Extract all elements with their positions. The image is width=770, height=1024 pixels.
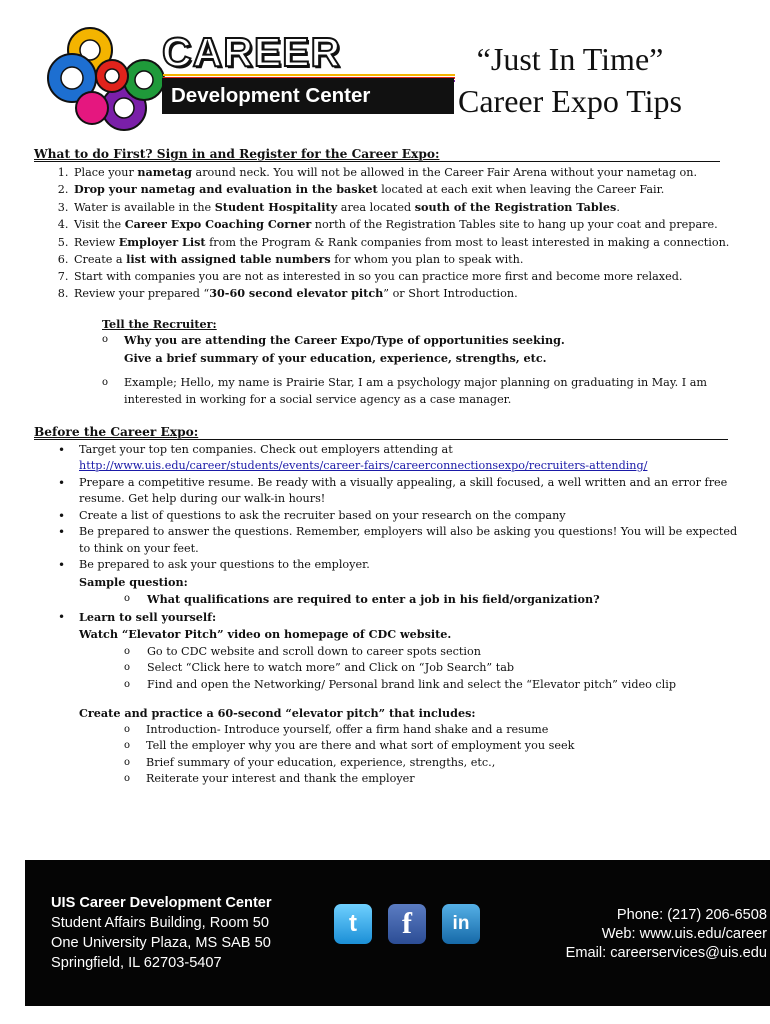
list-item: 7. Start with companies you are not as interested in so you can practice more first and become more relaxed. [72, 269, 744, 286]
before-list [34, 442, 744, 694]
list-item: 3. Water is available in the Student Hospitality area located south of the Registration Tables. [72, 199, 744, 217]
list-item: 2. Drop your nametag and evaluation in the basket located at each exit when leaving the Career Fair. [72, 181, 744, 199]
list-item: o Tell the employer why you are there and what sort of employment you seek [124, 738, 744, 755]
list-item: o Find and open the Networking/ Personal brand link and select the “Elevator pitch” video clip [124, 677, 744, 694]
footer-phone: Phone: (217) 206-6508 [616, 907, 767, 923]
twitter-icon[interactable]: t [334, 904, 372, 944]
list-item: • Target your top ten companies. Check out employers attending at http://www.uis.edu/career/students/events/career-fairs/careerconnectionsexpo/recruiters-attending/ [54, 442, 744, 475]
logo-career-text: CAREER [162, 29, 342, 75]
main-content [34, 146, 744, 788]
list-item: o Go to CDC website and scroll down to career spots section [124, 644, 744, 661]
list-item: o Reiterate your interest and thank the employer [124, 771, 744, 788]
list-item: 8. Review your prepared “30-60 second elevator pitch” or Short Introduction. [72, 285, 744, 303]
list-item: o Brief summary of your education, experience, strengths, etc., [124, 755, 744, 772]
title-line-2: Career Expo Tips [458, 83, 682, 119]
list-item: • Create a list of questions to ask the recruiter based on your research on the company [54, 508, 744, 525]
elevator-pitch-heading: Create and practice a 60-second “elevator pitch” that includes: [79, 706, 476, 720]
page-title [422, 38, 718, 122]
list-item: o What qualifications are required to enter a job in his field/organization? [124, 591, 744, 609]
tell-recruiter-heading: Tell the Recruiter: [102, 316, 217, 331]
footer-contact [566, 906, 767, 963]
footer-address: UIS Career Development Center Student Affairs Building, Room 50 One University Plaza, MS SAB 50 Springfield, IL 62703-5407 [51, 895, 272, 971]
tell-recruiter-block [102, 316, 744, 409]
page-header [0, 0, 770, 145]
logo-development-center-text: Development Center [162, 78, 454, 114]
elevator-pitch-list [124, 722, 744, 788]
list-item: 1. Place your nametag around neck. You will not be allowed in the Career Fair Arena without your nametag on. [72, 164, 744, 182]
list-item: 5. Review Employer List from the Program & Rank companies from most to least interested in making a connection. [72, 234, 744, 252]
linkedin-icon[interactable]: in [442, 904, 480, 944]
list-item: o Select “Click here to watch more” and Click on “Job Search” tab [124, 660, 744, 677]
title-line-1: “Just In Time” [476, 41, 664, 77]
list-item: 6. Create a list with assigned table numbers for whom you plan to speak with. [72, 251, 744, 269]
first-section-heading: What to do First? Sign in and Register for the Career Expo: [34, 146, 744, 163]
footer-email[interactable]: Email: careerservices@uis.edu [565, 945, 767, 961]
facebook-icon[interactable]: f [388, 904, 426, 944]
before-section-heading: Before the Career Expo: [34, 424, 744, 441]
list-item: • Be prepared to answer the questions. Remember, employers will also be asking you questions! You will be expected to think on your feet. [54, 524, 744, 557]
colorful-circles-logo-icon [46, 22, 176, 134]
list-item: o Why you are attending the Career Expo/Type of opportunities seeking. Give a brief summary of your education, experience, strengths, etc. [102, 332, 744, 367]
list-item: 4. Visit the Career Expo Coaching Corner north of the Registration Tables site to hang up your coat and prepare. [72, 216, 744, 234]
list-item: • Be prepared to ask your questions to the employer. Sample question: o What qualifications are required to enter a job in his field/organization? [54, 557, 744, 609]
list-item: o Example; Hello, my name is Prairie Star, I am a psychology major planning on graduating in May. I am interested in working for a social service agency as a case manager. [102, 375, 744, 408]
first-steps-list [34, 164, 744, 303]
logo-text [162, 30, 408, 114]
cdc-logo [46, 22, 411, 134]
list-item: • Learn to sell yourself: Watch “Elevator Pitch” video on homepage of CDC website. o Go to CDC website and scroll down to career spots section o Select “Click here to watch more” and Click on “Job Search” tab o Find and open the Networking/ Personal brand link and select the “Elevator pitch” video clip [54, 609, 744, 694]
footer [25, 860, 770, 1006]
footer-web[interactable]: Web: www.uis.edu/career [601, 926, 767, 942]
list-item: • Prepare a competitive resume. Be ready with a visually appealing, a skill focused, a well written and an error free resume. Get help during our walk-in hours! [54, 475, 744, 508]
list-item: o Introduction- Introduce yourself, offer a firm hand shake and a resume [124, 722, 744, 739]
recruiters-attending-link[interactable]: http://www.uis.edu/career/students/events/career-fairs/careerconnectionsexpo/recruiters-attending/ [79, 459, 648, 472]
